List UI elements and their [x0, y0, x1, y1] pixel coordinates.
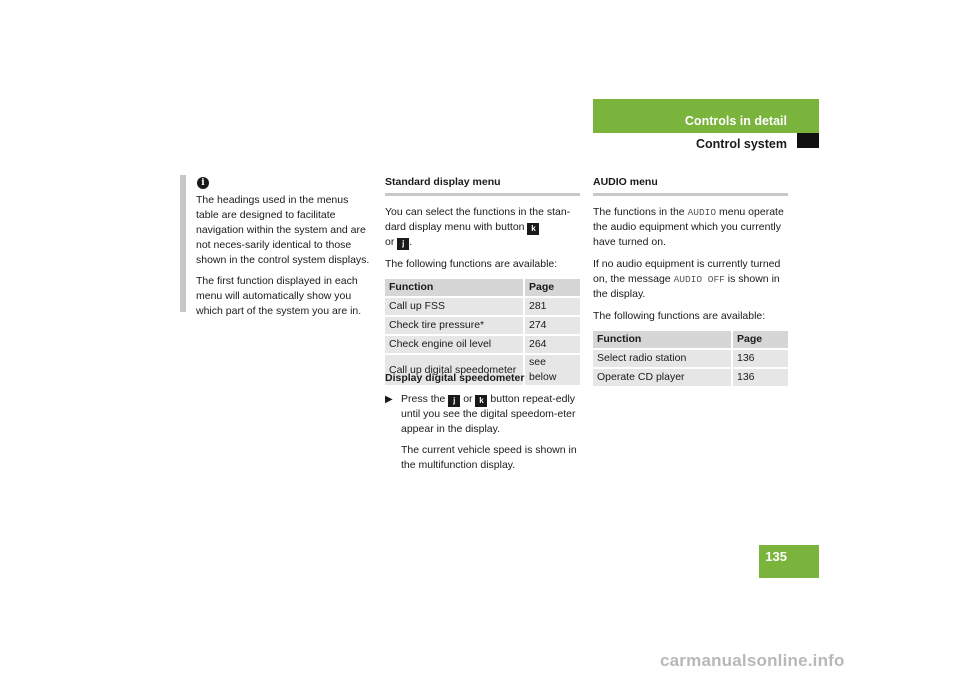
info-note: [196, 193, 374, 325]
audio-section: [593, 175, 788, 386]
col-page: Page: [732, 331, 788, 349]
header-marker: [797, 133, 819, 148]
table-row: Operate CD player 136: [593, 368, 788, 386]
page-number-box: [759, 545, 819, 578]
info-icon: i: [197, 177, 209, 189]
standard-available-text: The following functions are available:: [385, 258, 558, 270]
col-function: Function: [385, 279, 524, 297]
audio-heading: AUDIO menu: [593, 175, 788, 196]
standard-display-section: [385, 175, 580, 385]
speedometer-heading: Display digital speedometer: [385, 372, 525, 384]
watermark: carmanualsonline.info: [660, 651, 845, 670]
button-k-icon: k: [475, 395, 487, 407]
table-row: Call up FSS 281: [385, 297, 580, 316]
table-row: Call up digital speedometer see below: [385, 354, 580, 385]
button-j-icon: j: [448, 395, 460, 407]
col-function: Function: [593, 331, 732, 349]
standard-display-heading: Standard display menu: [385, 175, 580, 196]
audio-off-code: AUDIO OFF: [673, 274, 725, 285]
chapter-title: Controls in detail: [684, 114, 787, 128]
audio-paragraph-1: The functions in the AUDIO menu operate the audio equipment which you currently have turned on.: [593, 206, 784, 248]
section-title: Control system: [696, 137, 787, 151]
audio-functions-table: [593, 331, 788, 386]
speedometer-section: [385, 371, 580, 480]
step-arrow-icon: ▶: [385, 394, 393, 405]
speedometer-step: ▶ Press the j or k button repeat-edly until you see the digital speedom-eter appear in the display.: [385, 393, 576, 435]
speedometer-note: The current vehicle speed is shown in the multifunction display.: [401, 444, 577, 471]
table-row: Check tire pressure* 274: [385, 316, 580, 335]
info-paragraph-2: The first function displayed in each menu will automatically show you which part of the system you are in.: [196, 275, 362, 317]
page-number: 135: [765, 549, 787, 564]
button-k-icon: k: [527, 223, 539, 235]
standard-intro: You can select the functions in the stan-dard display menu with button k or j .: [385, 206, 571, 248]
info-paragraph-1: The headings used in the menus table are designed to facilitate navigation within the system and are not neces-sarily identical to those shown in the control system displays.: [196, 194, 370, 266]
audio-code: AUDIO: [687, 207, 717, 218]
standard-functions-table: [385, 279, 580, 385]
info-sidebar: [180, 175, 186, 312]
audio-paragraph-2: If no audio equipment is currently turned on, the message AUDIO OFF is shown in the display.: [593, 258, 781, 300]
table-row: Select radio station 136: [593, 349, 788, 368]
button-j-icon: j: [397, 238, 409, 250]
audio-available-text: The following functions are available:: [593, 310, 766, 322]
table-row: Check engine oil level 264: [385, 335, 580, 354]
col-page: Page: [524, 279, 580, 297]
